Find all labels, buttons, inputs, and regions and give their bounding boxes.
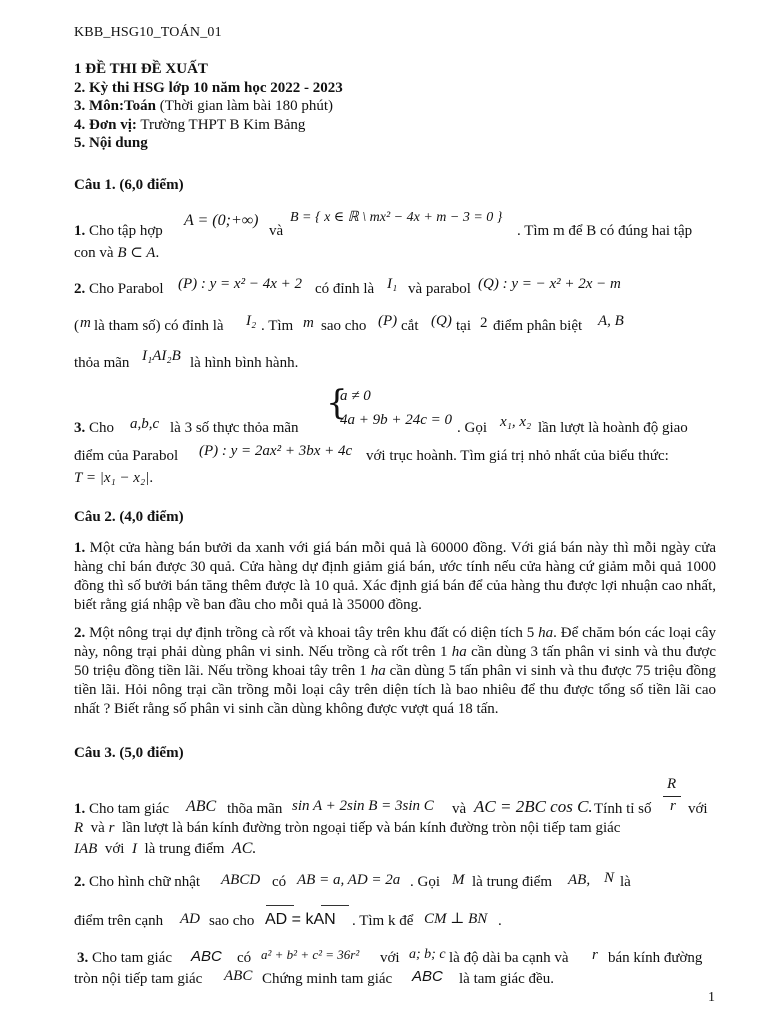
q3-part2-line1: 2. Cho hình chữ nhật ABCD có AB = a, AD = 2a . Gọi M là trung điểm AB, N là — [74, 870, 631, 890]
q3-part1-line3: IAB với I là trung điểm AC. — [74, 840, 257, 857]
rectangle-sides: AB = a, AD = 2a — [297, 872, 401, 888]
cos-equation: AC = 2BC cos C. — [474, 797, 593, 816]
system-eq-1: a ≠ 0 — [340, 388, 371, 404]
subset-condition: B ⊂ A — [117, 245, 156, 261]
ratio-numerator: R — [667, 776, 677, 792]
set-A: A = (0;+∞) — [184, 212, 259, 229]
q3-part1-line2: R và r lần lượt là bán kính đường tròn ngoại tiếp và bán kính đường tròn nội tiếp tam giác — [74, 820, 621, 836]
parabola-P: (P) : y = x² − 4x + 2 — [178, 276, 302, 292]
q3-part1-line1: 1. Cho tam giác ABC thõa mãn sin A + 2sin B = 3sin C và AC = 2BC cos C. Tính tỉ số R r với — [74, 776, 708, 817]
meta-line-1: 1 ĐỀ THI ĐỀ XUẤT — [74, 61, 208, 77]
parabola-P2: (P) : y = 2ax² + 3bx + 4c — [199, 443, 353, 459]
q1-part3: { a ≠ 0 4a + 9b + 24c = 0 3. Cho a,b,c là 3 số thực thỏa mãn . Gọi x₁, x₂ lần lượt là hoành độ giao — [74, 383, 688, 436]
ratio-denominator: r — [670, 798, 676, 814]
meta-line-4: 4. Đơn vị: Trường THPT B Kim Bảng — [74, 116, 306, 133]
perpendicular-condition: CM ⊥ BN — [424, 911, 488, 927]
meta-line-2: 2. Kỳ thi HSG lớp 10 năm học 2022 - 2023 — [74, 79, 343, 96]
parabola-Q: (Q) : y = − x² + 2x − m — [478, 276, 621, 292]
parallelogram: I₁AI₂B — [142, 348, 181, 364]
q1-part3-line3: T = |x₁ − x₂|. — [74, 470, 154, 486]
vector-equation: AD = kAN — [265, 911, 336, 928]
expression-T: T = |x₁ − x₂| — [74, 470, 150, 486]
page-number: 1 — [708, 990, 715, 1005]
meta-line-5: 5. Nội dung — [74, 135, 148, 151]
set-B: B = { x ∈ ℝ \ mx² − 4x + m − 3 = 0 } — [290, 210, 503, 225]
side-equation: a² + b² + c² = 36r² — [261, 947, 360, 962]
system-eq-2: 4a + 9b + 24c = 0 — [340, 412, 453, 428]
q3-part3-line1: 3. Cho tam giác ABC có a² + b² + c² = 36r² với a; b; c là độ dài ba cạnh và r bán kính đường — [77, 947, 703, 966]
meta-line-3: 3. Môn:Toán (Thời gian làm bài 180 phút) — [74, 98, 334, 114]
question-3-title: Câu 3. (5,0 điểm) — [74, 745, 184, 761]
q2-part1: 1. Một cửa hàng bán bưởi da xanh với giá bán mỗi quả là 60000 đồng. Với giá bán này thì mỗi ngày cửa hàng chỉ bán được 30 quả. Cửa hàng dự định giảm giá bán, ước tính nếu cửa hàng cứ giảm mỗi quả 1000 đồng thì số bưởi bán tăng thêm được là 10 quả. Xác định giá bán để của hàng thu được lợi nhuận cao nhất, biết rằng giá nhập về ban đầu cho mỗi quả là 35000 đồng. — [74, 540, 716, 613]
question-1-title: Câu 1. (6,0 điểm) — [74, 177, 184, 193]
q2-part2: 2. Một nông trại dự định trồng cà rốt và khoai tây trên khu đất có diện tích 5 ha. Để chăm bón các loại cây này, nông trại phải dùng phân vi sinh. Nếu trồng cà rốt trên 1 ha cần dùng 3 tấn phân vi sinh và thu được 50 triệu đồng tiền lãi. Nếu trồng khoai tây trên 1 ha cần dùng 5 tấn phân vi sinh và thu được 75 triệu đồng tiền lãi. Hỏi nông trại cần trồng mỗi loại cây trên diện tích là bao nhiêu để thu được tổng số tiền lãi cao nhất ? Biết rằng số phân vi sinh cần dùng không được vượt quá 18 tấn. — [74, 625, 717, 717]
document-code: KBB_HSG10_TOÁN_01 — [74, 25, 222, 40]
q3-part3-line2: tròn nội tiếp tam giác ABC Chứng minh tam giác ABC là tam giác đều. — [74, 968, 554, 987]
exam-meta — [74, 60, 343, 153]
q1-part1-line2: con và B ⊂ A. — [74, 245, 160, 261]
question-2-title: Câu 2. (4,0 điểm) — [74, 509, 184, 525]
sine-equation: sin A + 2sin B = 3sin C — [292, 798, 434, 814]
q3-part2-line2: điểm trên cạnh AD sao cho AD = kAN . Tìm k để CM ⊥ BN . — [74, 904, 716, 934]
